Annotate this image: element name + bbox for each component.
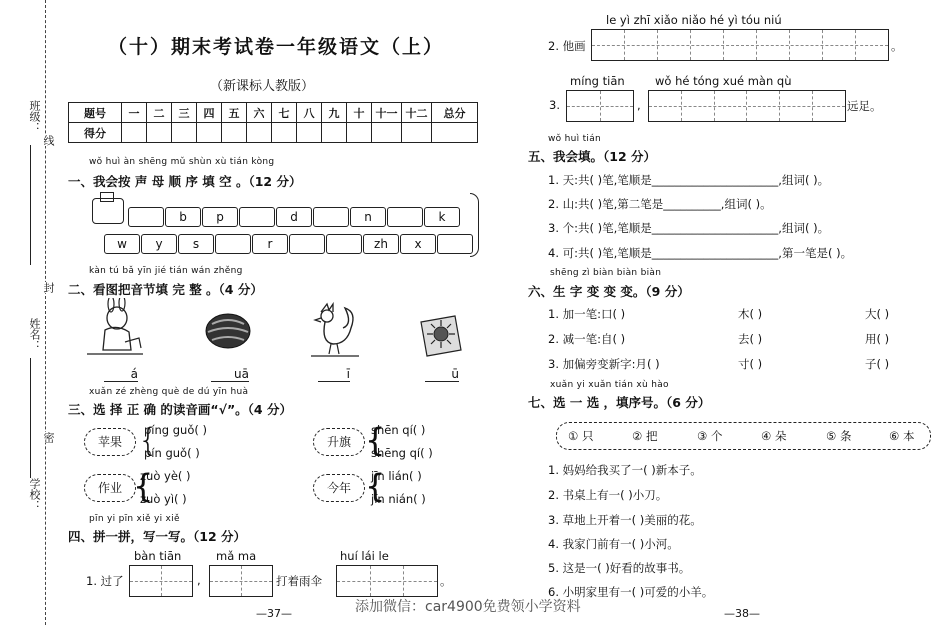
measure-word-choices: [556, 422, 931, 450]
page-number-left: —37—: [256, 607, 292, 620]
s1-title: 一、我会按 声 母 顺 序 填 空 。（12 分）: [68, 174, 302, 189]
option-text[interactable]: shēng qí( ): [371, 446, 433, 460]
fill-item[interactable]: 去( ): [738, 332, 763, 346]
wagon-letter: x: [400, 234, 436, 254]
option-text[interactable]: pín guǒ( ): [144, 446, 200, 460]
score-input[interactable]: [197, 123, 222, 143]
s3-pinyin: xuǎn zé zhèng què de dú yīn huà: [89, 387, 249, 397]
pinyin-line: huí lái le: [340, 549, 389, 563]
word-cloud: 作业: [84, 474, 136, 502]
rooster-picture: [307, 298, 361, 360]
school-label: 学校：: [28, 478, 41, 511]
score-input[interactable]: [402, 123, 432, 143]
brace: {: [133, 467, 154, 505]
name-underline: [30, 358, 31, 478]
wagon-empty[interactable]: [313, 207, 349, 227]
s3-title: 三、选 择 正 确 的读音画“√”。（4 分）: [68, 402, 292, 417]
choice-option: ⑤ 条: [826, 429, 852, 443]
wagon-letter: zh: [363, 234, 399, 254]
fill-item[interactable]: 木( ): [738, 307, 763, 321]
choice-option: ① 只: [568, 429, 594, 443]
option-text[interactable]: jīn nián( ): [371, 492, 426, 506]
s5-pinyin: wǒ huì tián: [548, 134, 602, 144]
score-cell: 总分: [432, 103, 478, 123]
score-cell: 六: [247, 103, 272, 123]
option-text[interactable]: píng guǒ( ): [144, 423, 207, 437]
binding-dashed-line: [45, 0, 46, 625]
score-input[interactable]: [347, 123, 372, 143]
s7-pinyin: xuǎn yi xuǎn tián xù hào: [550, 380, 669, 390]
answer-blank[interactable]: [104, 367, 138, 382]
score-header-row: [69, 103, 478, 123]
sentence-text: 3.: [549, 98, 560, 112]
choice-option: ② 把: [632, 429, 658, 443]
wagon-letter: n: [350, 207, 386, 227]
sentence-text: 。: [891, 39, 903, 53]
sentence-text: 2. 他画: [548, 39, 586, 53]
sentence-text: 远足。: [847, 99, 882, 113]
name-label: 姓名：: [28, 318, 41, 351]
score-input[interactable]: [122, 123, 147, 143]
fill-item[interactable]: 2. 书桌上有一( )小刀。: [548, 488, 668, 502]
sunflower-picture: [415, 312, 465, 358]
fill-item[interactable]: 4. 可:共( )笔,笔顺是______________________,第一笔是( )。: [548, 246, 853, 260]
brace: {: [365, 421, 386, 459]
writing-grid[interactable]: [129, 565, 193, 597]
score-cell: 四: [197, 103, 222, 123]
score-input[interactable]: [272, 123, 297, 143]
pinyin-line: mǎ ma: [216, 549, 257, 563]
page-number-right: —38—: [724, 607, 760, 620]
word-cloud: 升旗: [313, 428, 365, 456]
s5-title: 五、我会填。（12 分）: [528, 149, 656, 164]
fill-item[interactable]: 2. 减一笔:自( ): [548, 332, 626, 346]
pinyin-answer: ū: [451, 367, 459, 381]
wagon-letter: s: [178, 234, 214, 254]
brace: {: [138, 421, 159, 459]
fill-item[interactable]: 1. 加一笔:口( ): [548, 307, 626, 321]
class-label: 班级：: [28, 100, 41, 133]
writing-grid[interactable]: [336, 565, 438, 597]
fill-item[interactable]: 大( ): [865, 307, 890, 321]
choice-option: ③ 个: [697, 429, 723, 443]
fill-item[interactable]: 用( ): [865, 332, 890, 346]
score-input[interactable]: [322, 123, 347, 143]
watermelon-picture: [204, 312, 252, 350]
choice-option: ④ 朵: [761, 429, 787, 443]
sentence-text: 。: [440, 574, 452, 588]
wagon-empty[interactable]: [326, 234, 362, 254]
wagon-empty[interactable]: [289, 234, 325, 254]
rabbit-picture: [85, 298, 145, 360]
pinyin-answer: á: [130, 367, 138, 381]
word-cloud: 苹果: [84, 428, 136, 456]
wagon-letter: d: [276, 207, 312, 227]
sentence-text: 打着雨伞: [276, 574, 322, 588]
wagon-letter: r: [252, 234, 288, 254]
binding-feng: 封: [42, 282, 55, 293]
wagon-letter: p: [202, 207, 238, 227]
wagon-letter: y: [141, 234, 177, 254]
score-input[interactable]: [147, 123, 172, 143]
score-label: 得分: [69, 123, 122, 143]
score-cell: 十二: [402, 103, 432, 123]
pinyin-line: bàn tiān: [134, 549, 182, 563]
fill-item[interactable]: 2. 山:共( )笔,第二笔是__________,组词( )。: [548, 197, 772, 211]
score-input[interactable]: [372, 123, 402, 143]
s7-title: 七、选 一 选 ，填序号。（6 分）: [528, 395, 711, 410]
sentence-text: 1. 过了: [86, 574, 124, 588]
brace: {: [365, 467, 386, 505]
wagon-letter: b: [165, 207, 201, 227]
score-cell: 五: [222, 103, 247, 123]
score-cell: 十: [347, 103, 372, 123]
s1-pinyin: wǒ huì àn shēng mǔ shùn xù tián kòng: [89, 157, 275, 167]
score-input[interactable]: [297, 123, 322, 143]
score-cell: 二: [147, 103, 172, 123]
sentence-text: ,: [197, 573, 201, 587]
score-cell: 八: [297, 103, 322, 123]
answer-blank[interactable]: [425, 367, 459, 382]
wagon-empty[interactable]: [387, 207, 423, 227]
writing-grid[interactable]: [566, 90, 634, 122]
wagon-empty[interactable]: [128, 207, 164, 227]
s4-title: 四、拼一拼，写一写。（12 分）: [68, 529, 246, 544]
s2-pinyin: kàn tú bǎ yīn jié tián wán zhěng: [89, 266, 243, 276]
fill-item[interactable]: 3. 加偏旁变新字:月( ): [548, 357, 660, 371]
score-cell: 十一: [372, 103, 402, 123]
fill-item[interactable]: 3. 个:共( )笔,笔顺是______________________,组词( )。: [548, 221, 830, 235]
wagon-empty[interactable]: [215, 234, 251, 254]
fill-item[interactable]: 1. 妈妈给我买了一( )新本子。: [548, 463, 702, 477]
writing-grid[interactable]: [648, 90, 846, 122]
watermark-text: 添加微信：car4900免费领小学资料: [355, 599, 581, 615]
writing-grid[interactable]: [591, 29, 889, 61]
train-chimney-icon: [100, 192, 114, 202]
option-text[interactable]: jīn lián( ): [371, 469, 422, 483]
binding-xian: 线: [42, 135, 55, 146]
score-input[interactable]: [222, 123, 247, 143]
choice-option: ⑥ 本: [889, 429, 915, 443]
score-table: [68, 102, 478, 143]
s4-pinyin: pīn yi pīn xiě yi xiě: [89, 514, 180, 524]
wagon-empty[interactable]: [437, 234, 473, 254]
fill-item[interactable]: 子( ): [865, 357, 890, 371]
answer-blank[interactable]: [318, 367, 350, 382]
fill-item[interactable]: 6. 小明家里有一( )可爱的小羊。: [548, 585, 714, 599]
page-subtitle: （新课标人教版）: [210, 79, 315, 94]
score-input[interactable]: [432, 123, 478, 143]
score-cell: 三: [172, 103, 197, 123]
option-text[interactable]: zuò yì( ): [140, 492, 187, 506]
score-cell: 九: [322, 103, 347, 123]
word-cloud: 今年: [313, 474, 365, 502]
s6-pinyin: shēng zì biàn biàn biàn: [550, 268, 662, 278]
binding-mi: 密: [42, 432, 55, 443]
wagon-letter: w: [104, 234, 140, 254]
s2-title: 二、看图把音节填 完 整 。（4 分）: [68, 282, 263, 297]
class-underline: [30, 145, 31, 265]
pinyin-answer: ī: [346, 367, 350, 381]
option-text[interactable]: zuò yè( ): [140, 469, 191, 483]
wagon-empty[interactable]: [239, 207, 275, 227]
fill-item[interactable]: 1. 天:共( )笔,笔顺是______________________,组词( )。: [548, 173, 830, 187]
score-input[interactable]: [172, 123, 197, 143]
score-input[interactable]: [247, 123, 272, 143]
wagon-letter: k: [424, 207, 460, 227]
page-title: （十）期末考试卷一年级语文（上）: [108, 36, 445, 58]
pinyin-line: wǒ hé tóng xué màn qù: [655, 74, 792, 88]
pinyin-answer: uā: [234, 367, 249, 381]
sentence-text: ,: [637, 98, 641, 112]
fill-item[interactable]: 3. 草地上开着一( )美丽的花。: [548, 513, 702, 527]
pinyin-line: le yì zhī xiǎo niǎo hé yì tóu niú: [606, 13, 782, 27]
answer-blank[interactable]: [211, 367, 249, 382]
score-cell: 七: [272, 103, 297, 123]
pinyin-line: míng tiān: [570, 74, 625, 88]
fill-item[interactable]: 5. 这是一( )好看的故事书。: [548, 561, 691, 575]
fill-item[interactable]: 寸( ): [738, 357, 763, 371]
fill-item[interactable]: 4. 我家门前有一( )小河。: [548, 537, 679, 551]
s6-title: 六、生 字 变 变 变。（9 分）: [528, 284, 690, 299]
score-cell: 一: [122, 103, 147, 123]
score-cell: 题号: [69, 103, 122, 123]
writing-grid[interactable]: [209, 565, 273, 597]
option-text[interactable]: shēn qí( ): [371, 423, 426, 437]
score-input-row: [69, 123, 478, 143]
